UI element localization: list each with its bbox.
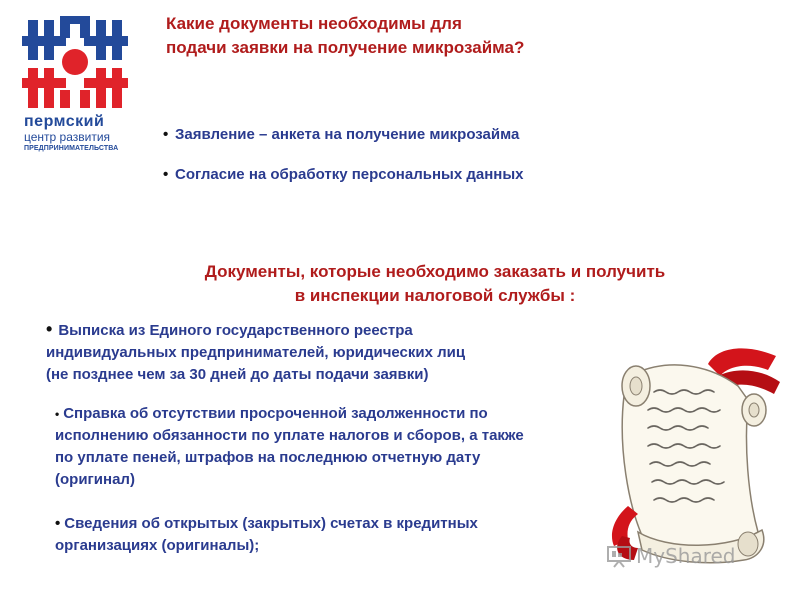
section-subtitle [150,260,720,308]
subtitle-line-1: Документы, которые необходимо заказать и получить [204,262,666,281]
tax-doc-item-certificate [55,403,625,491]
tax-doc-line: исполнению обязанности по уплате налогов и сборов, а также [55,427,524,444]
presentation-board-icon [606,544,632,568]
subtitle-line-2: в инспекции налоговой службы : [294,286,576,305]
tax-doc-line: организациях (оригиналы); [55,537,260,554]
tax-doc-line: индивидуальных предпринимателей, юридических лиц [46,344,466,361]
bullet-icon: • [55,407,60,421]
tax-doc-line: Справка об отсутствии просроченной задолженности по [63,405,488,422]
logo-line-2: центр развития [24,130,111,144]
tax-doc-line: по уплате пеней, штрафов на последнюю отчетную дату [55,449,481,466]
scroll-with-red-ribbon-icon [598,336,788,566]
scroll-illustration [598,336,788,566]
bullet-icon: • [46,319,53,339]
title-line-1: Какие документы необходимы для [166,14,462,33]
logo-emblem-icon [20,14,130,112]
tax-doc-line: Выписка из Единого государственного реестра [58,322,413,339]
tax-doc-line: (не позднее чем за 30 дней до даты подачи заявки) [46,366,429,383]
watermark-text: MyShared [636,544,736,568]
tax-doc-line: (оригинал) [55,471,135,488]
watermark [606,542,736,570]
tax-doc-line: Сведения об открытых (закрытых) счетах в кредитных [64,515,478,532]
list-item: • Заявление – анкета на получение микрозайма [163,124,623,146]
tax-docs-list [55,403,625,557]
tax-doc-item-accounts [55,513,625,557]
logo-line-3: ПРЕДПРИНИМАТЕЛЬСТВА [24,145,119,152]
bullet-icon: • [55,515,61,532]
tax-doc-item-egrip [46,318,586,386]
logo-line-1: пермский [24,113,105,130]
page-title [166,12,646,60]
logo [20,14,130,162]
logo-text [20,114,130,152]
required-docs-list [163,124,623,186]
title-line-2: подачи заявки на получение микрозайма? [166,38,525,57]
list-item: • Согласие на обработку персональных данных [163,164,623,186]
